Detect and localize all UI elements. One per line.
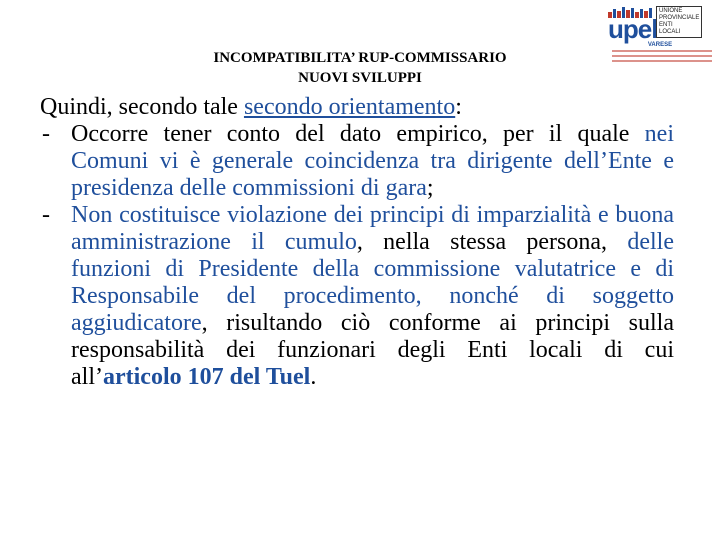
intro-suffix: : <box>455 94 462 120</box>
logo-box-line3: ENTI <box>659 22 673 28</box>
bullet1-highlight: nei Comuni vi è generale coincidenza tra dirigente dell’Ente e presidenza delle commissioni di gara <box>71 121 674 201</box>
bullet1-text: Occorre tener conto del dato empirico, per il quale <box>71 121 645 147</box>
intro-paragraph <box>40 94 674 121</box>
logo-small-print <box>612 50 712 65</box>
logo-box-line2: PROVINCIALE <box>659 15 700 21</box>
bullet-list <box>40 121 674 391</box>
slide-title-line2: NUOVI SVILUPPI <box>298 70 422 86</box>
list-item <box>40 202 674 391</box>
bullet2-end: . <box>310 364 317 390</box>
bullet2-highlight1: Non costituisce violazione dei principi di imparzialità e buona amministrazione il cumulo <box>71 202 674 255</box>
logo-text-box <box>656 6 702 38</box>
article-reference: articolo 107 del Tuel <box>102 364 311 390</box>
bullet1-end: ; <box>426 175 434 201</box>
list-item <box>40 121 674 202</box>
logo-box-line4: LOCALI <box>659 29 681 35</box>
bullet2-text1: , nella stessa persona, <box>356 229 628 255</box>
intro-prefix: Quindi, secondo tale <box>40 94 244 120</box>
intro-link[interactable]: secondo orientamento <box>243 94 456 120</box>
logo-subtitle: VARESE <box>647 42 673 48</box>
bullet2-text2: , risultando ciò conforme ai principi sulla responsabilità dei funzionari degli Enti locali di cui all’ <box>71 310 674 390</box>
slide-title-line1: INCOMPATIBILITA’ RUP-COMMISSARIO <box>213 50 507 66</box>
bullet2-highlight2: delle funzioni di Presidente della commissione valutatrice e di Responsabile del procedimento, nonché di soggetto aggiudicatore <box>71 229 674 336</box>
logo-word: upel <box>608 14 658 44</box>
slide-title <box>140 48 580 88</box>
slide-body <box>40 94 674 391</box>
upel-logo <box>604 4 716 68</box>
logo-box-line1: UNIONE <box>659 8 683 14</box>
